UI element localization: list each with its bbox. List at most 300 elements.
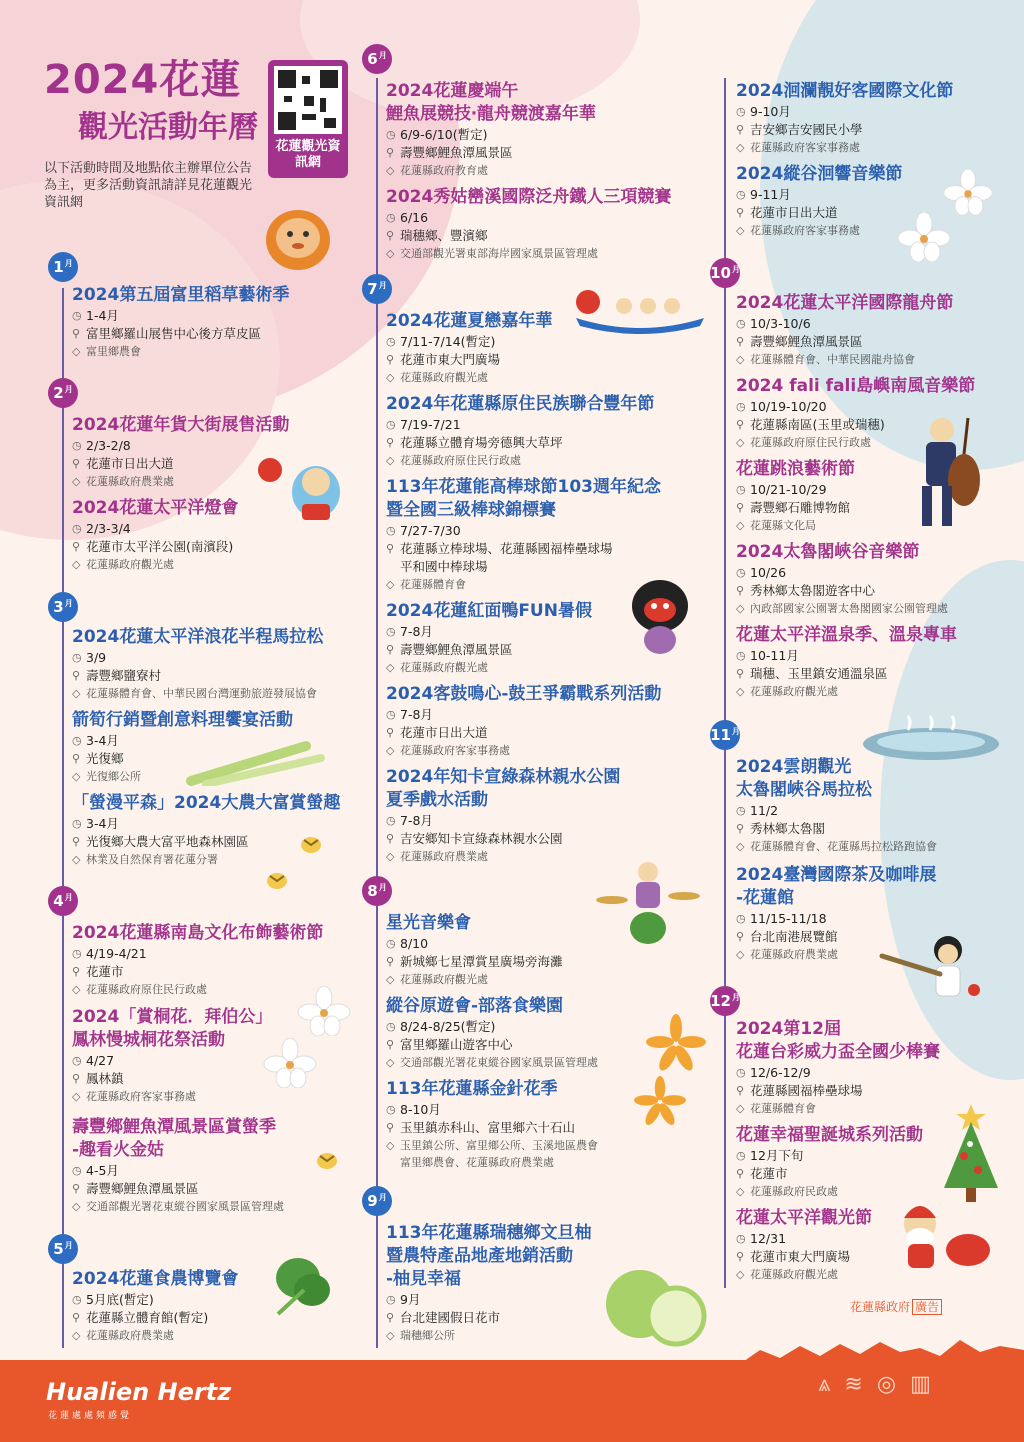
tung-flower-icon [896,212,952,262]
tag-icon: ◇ [386,973,395,986]
event-place: 富里鄉羅山展售中心後方草皮區 [86,326,262,341]
event-date: 9-10月 [750,104,791,119]
tag-icon: ◇ [72,853,81,866]
event-title: 2024 fali fali島嶼南風音樂節 [736,376,976,396]
event-organizer: 富里鄉農會、花蓮縣政府農業處 [400,1156,554,1169]
event-date: 11/2 [750,803,779,818]
month-badge-10: 10 月 [710,258,740,288]
title-line2: 觀光活動年曆 [78,110,258,145]
clock-icon: ◷ [736,649,746,662]
month-badge-8: 8 月 [362,876,392,906]
pin-icon: ⚲ [386,229,395,242]
pin-icon: ⚲ [72,752,81,765]
event-organizer: 花蓮縣政府農業處 [86,475,174,488]
event-organizer: 花蓮縣體育會 [750,1102,816,1115]
clock-icon: ◷ [72,1164,82,1177]
clock-icon: ◷ [72,309,82,322]
pin-icon: ⚲ [736,930,745,943]
tag-icon: ◇ [72,687,81,700]
clock-icon: ◷ [736,483,746,496]
event-title: 縱谷原遊會-部落食樂園 [386,996,564,1016]
event-organizer: 花蓮縣政府客家事務處 [750,141,860,154]
event-title: 壽豐鄉鯉魚潭風景區賞螢季 [72,1117,276,1137]
pin-icon: ⚲ [736,822,745,835]
monkey-mascot-icon [260,196,336,272]
timeline-line-left [62,288,64,1348]
daylily-flower-icon [646,1014,706,1074]
event-title: 2024花蓮夏戀嘉年華 [386,311,553,331]
event-place: 花蓮市日出大道 [400,725,488,740]
pin-icon: ⚲ [72,1072,81,1085]
pin-icon: ⚲ [386,146,395,159]
firefly-icon [262,866,292,896]
qr-code-icon [274,66,342,134]
event-item [736,541,1016,617]
clock-icon: ◷ [386,418,396,431]
event-date: 6/16 [400,210,429,225]
clock-icon: ◷ [736,188,746,201]
clock-icon: ◷ [72,947,82,960]
event-place: 花蓮縣立體育館(暫定) [86,1310,209,1325]
event-title: 花蓮台彩威力盃全國少棒賽 [736,1042,940,1062]
tag-icon: ◇ [386,454,395,467]
event-title: 「螢漫平森」2024大農大富賞螢趣 [72,793,341,813]
clock-icon: ◷ [736,105,746,118]
event-title: 2024秀姑巒溪國際泛舟鐵人三項競賽 [386,187,672,207]
clock-icon: ◷ [386,1103,396,1116]
event-item [72,284,362,360]
pin-icon: ⚲ [386,353,395,366]
tag-icon: ◇ [736,436,745,449]
pin-icon: ⚲ [72,965,81,978]
event-date: 1-4月 [86,308,119,323]
event-title: 2024花蓮慶端午 [386,81,519,101]
event-title: 2024年花蓮縣原住民族聯合豐年節 [386,394,655,414]
event-place: 光復鄉 [86,751,124,766]
hot-spring-icon [858,712,1004,762]
page-title [44,58,274,148]
tag-icon: ◇ [736,224,745,237]
tag-icon: ◇ [736,948,745,961]
event-item [736,292,1006,368]
tag-icon: ◇ [736,1185,745,1198]
event-place: 花蓮市東大門廣場 [400,352,501,367]
event-title: 鳳林慢城桐花祭活動 [72,1030,225,1050]
event-title: 2024臺灣國際茶及咖啡展 [736,865,937,885]
event-place: 花蓮市 [750,1166,788,1181]
tag-icon: ◇ [386,1056,395,1069]
pin-icon: ⚲ [736,501,745,514]
tag-icon: ◇ [736,353,745,366]
event-title: 暨全國三級棒球錦標賽 [386,500,556,520]
tag-icon: ◇ [72,1329,81,1342]
pin-icon: ⚲ [72,540,81,553]
event-place: 光復鄉大農大富平地森林園區 [86,834,249,849]
event-title: 113年花蓮縣金針花季 [386,1079,558,1099]
event-date: 10/3-10/6 [750,316,811,331]
event-title: -柚見幸福 [386,1269,462,1289]
pomelo-icon [600,1260,710,1350]
pin-icon: ⚲ [386,436,395,449]
event-place: 瑞穗、玉里鎮安通溫泉區 [750,666,888,681]
tag-icon: ◇ [736,1102,745,1115]
event-date: 6/9-6/10(暫定) [400,127,488,142]
footer-icons [818,1372,931,1397]
mountain-icon: ⩓ [818,1372,831,1397]
clock-icon: ◷ [72,439,82,452]
event-place: 花蓮縣南區(玉里或瑞穗) [750,417,885,432]
pin-icon: ⚲ [72,327,81,340]
clock-icon: ◷ [736,566,746,579]
event-date: 10-11月 [750,648,799,663]
tag-icon: ◇ [386,247,395,260]
ad-tag: 廣告 [912,1299,942,1315]
event-organizer: 富里鄉農會 [86,345,141,358]
event-title: 2024花蓮年貨大街展售活動 [72,415,290,435]
tag-icon: ◇ [736,602,745,615]
event-organizer: 花蓮縣政府觀光處 [400,661,488,674]
event-organizer: 花蓮縣政府觀光處 [400,973,488,986]
clock-icon: ◷ [736,317,746,330]
month-badge-1: 1 月 [48,252,78,282]
event-organizer: 花蓮縣政府觀光處 [750,1268,838,1281]
event-title: 2024花蓮太平洋國際龍舟節 [736,293,954,313]
event-date: 9-11月 [750,187,791,202]
event-title: 花蓮太平洋溫泉季、溫泉專車 [736,625,957,645]
clock-icon: ◷ [386,211,396,224]
pin-icon: ⚲ [736,335,745,348]
event-place: 花蓮市太平洋公園(南濱段) [86,539,234,554]
event-organizer: 花蓮縣體育會、中華民國台灣運動旅遊發展協會 [86,687,317,700]
tag-icon: ◇ [386,578,395,591]
event-date: 7-8月 [400,813,433,828]
tung-flower-icon [296,986,352,1036]
santa-claus-icon [890,1194,994,1274]
event-item [386,186,716,262]
tag-icon: ◇ [72,770,81,783]
event-item [386,683,716,759]
baseball-batter-icon [878,930,988,1016]
event-date: 4/27 [86,1053,115,1068]
event-place: 台北南港展覽館 [750,929,838,944]
event-organizer: 玉里鎮公所、富里鄉公所、玉溪地區農會 [400,1139,598,1152]
bars-icon: ▥ [910,1372,931,1397]
event-title: 2024花蓮縣南島文化布飾藝術節 [72,923,324,943]
event-place: 壽豐鄉石雕博物館 [750,500,851,515]
event-item [736,80,1006,156]
event-title: 鯉魚展競技‧龍舟競渡嘉年華 [386,104,596,124]
event-organizer: 交通部觀光署東部海岸國家風景區管理處 [400,247,598,260]
pin-icon: ⚲ [386,542,395,555]
tag-icon: ◇ [386,661,395,674]
pin-icon: ⚲ [386,726,395,739]
pin-icon: ⚲ [386,1121,395,1134]
event-place: 花蓮市日出大道 [86,456,174,471]
clock-icon: ◷ [386,937,396,950]
event-date: 2/3-2/8 [86,438,131,453]
event-date: 7/11-7/14(暫定) [400,334,496,349]
event-place: 鳳林鎮 [86,1071,124,1086]
event-place: 平和國中棒球場 [400,559,488,574]
event-place: 花蓮市東大門廣場 [750,1249,851,1264]
tag-icon: ◇ [386,744,395,757]
clock-icon: ◷ [72,734,82,747]
qr-code-block[interactable] [268,60,348,178]
event-organizer: 花蓮縣政府觀光處 [750,685,838,698]
event-place: 壽豐鄉鯉魚潭風景區 [400,642,513,657]
event-organizer: 交通部觀光署花東縱谷國家風景區管理處 [86,1200,284,1213]
tag-icon: ◇ [386,371,395,384]
event-title: 花蓮幸福聖誕城系列活動 [736,1125,923,1145]
event-place: 壽豐鄉鯉魚潭風景區 [86,1181,199,1196]
event-date: 9月 [400,1292,421,1307]
event-date: 5月底(暫定) [86,1292,154,1307]
tag-icon: ◇ [386,850,395,863]
pin-icon: ⚲ [736,1167,745,1180]
advertiser-name: 花蓮縣政府 [850,1300,911,1314]
event-title: 2024花蓮食農博覽會 [72,1269,239,1289]
event-date: 11/15-11/18 [750,911,827,926]
pin-icon: ⚲ [736,584,745,597]
event-title: 花蓮太平洋觀光節 [736,1208,872,1228]
event-title: 2024洄瀾靚好客國際文化節 [736,81,954,101]
tag-icon: ◇ [72,983,81,996]
month-badge-5: 5 月 [48,1234,78,1264]
tag-icon: ◇ [72,558,81,571]
event-place: 瑞穗鄉、豐濱鄉 [400,228,488,243]
event-title: 花蓮跳浪藝術節 [736,459,855,479]
event-place: 花蓮縣立體育場旁德興大草坪 [400,435,563,450]
event-title: 113年花蓮能高棒球節103週年紀念 [386,477,661,497]
event-organizer: 花蓮縣政府原住民行政處 [750,436,871,449]
clock-icon: ◷ [736,912,746,925]
event-item [386,393,716,469]
event-organizer: 花蓮縣政府民政處 [750,1185,838,1198]
tag-icon: ◇ [736,840,745,853]
event-title: 2024第五屆富里稻草藝術季 [72,285,290,305]
event-place: 富里鄉羅山遊客中心 [400,1037,513,1052]
event-organizer: 花蓮縣政府觀光處 [86,558,174,571]
clock-icon: ◷ [386,625,396,638]
event-date: 2/3-3/4 [86,521,131,536]
pin-icon: ⚲ [386,1311,395,1324]
event-organizer: 瑞穗鄉公所 [400,1329,455,1342]
christmas-tree-icon [940,1100,1002,1206]
tag-icon: ◇ [386,1139,395,1152]
tag-icon: ◇ [72,1090,81,1103]
intro-text: 以下活動時間及地點依主辦單位公告為主，更多活動資訊請詳見花蓮觀光資訊網 [44,161,253,210]
event-item [386,912,706,988]
event-date: 12/31 [750,1231,787,1246]
tag-icon: ◇ [736,519,745,532]
event-organizer: 花蓮縣政府農業處 [750,948,838,961]
timeline-line-middle [376,78,378,1348]
title-line1: 2024花蓮 [44,57,242,103]
event-title: -趣看火金姑 [72,1140,165,1160]
event-date: 4-5月 [86,1163,119,1178]
pin-icon: ⚲ [736,123,745,136]
month-badge-2: 2 月 [48,378,78,408]
pin-icon: ⚲ [736,1084,745,1097]
pin-icon: ⚲ [386,1038,395,1051]
brand-slogan: 花蓮處處頻感覺 [48,1411,133,1421]
event-item [386,766,716,865]
event-item [736,458,1006,534]
event-title: 太魯閣峽谷馬拉松 [736,780,872,800]
clock-icon: ◷ [72,1293,82,1306]
firefly-icon [312,1146,342,1176]
event-title: -花蓮館 [736,888,795,908]
clock-icon: ◷ [72,522,82,535]
pin-icon: ⚲ [386,955,395,968]
pin-icon: ⚲ [736,206,745,219]
event-place: 花蓮縣國福棒壘球場 [750,1083,863,1098]
event-place: 台北建國假日花市 [400,1310,501,1325]
event-date: 12月下旬 [750,1148,804,1163]
clock-icon: ◷ [386,1293,396,1306]
tag-icon: ◇ [72,475,81,488]
tung-flower-icon [942,168,994,216]
brand-logo: Hualien Hertz [46,1378,232,1406]
tag-icon: ◇ [72,1200,81,1213]
event-item [72,792,372,868]
event-date: 12/6-12/9 [750,1065,811,1080]
leafy-vegetable-icon [268,1250,338,1320]
clock-icon: ◷ [736,1066,746,1079]
event-organizer: 花蓮縣體育會、中華民國龍舟協會 [750,353,915,366]
event-date: 10/19-10/20 [750,399,827,414]
event-organizer: 花蓮縣體育會 [400,578,466,591]
month-badge-7: 7 月 [362,274,392,304]
event-date: 7/27-7/30 [400,523,461,538]
qr-label: 花蓮觀光資訊網 [275,139,341,170]
event-organizer: 光復鄉公所 [86,770,141,783]
clock-icon: ◷ [386,1020,396,1033]
event-place: 新城鄉七星潭賞星廣場旁海灘 [400,954,563,969]
pin-icon: ⚲ [386,643,395,656]
event-title: 星光音樂會 [386,913,471,933]
event-organizer: 花蓮縣政府客家事務處 [86,1090,196,1103]
clock-icon: ◷ [72,651,82,664]
pin-icon: ⚲ [72,669,81,682]
event-date: 3-4月 [86,733,119,748]
daylily-flower-icon [634,1076,686,1128]
clock-icon: ◷ [736,400,746,413]
event-title: 113年花蓮縣瑞穗鄉文旦柚 [386,1223,592,1243]
tag-icon: ◇ [386,1329,395,1342]
event-organizer: 花蓮縣政府原住民行政處 [86,983,207,996]
event-place: 玉里鎮赤科山、富里鄉六十石山 [400,1120,576,1135]
event-place: 秀林鄉太魯閣 [750,821,826,836]
event-organizer: 花蓮縣政府客家事務處 [400,744,510,757]
event-organizer: 林業及自然保育署花蓮分署 [86,853,218,866]
firefly-icon [296,830,326,860]
event-title: 2024第12屆 [736,1019,841,1039]
event-organizer: 花蓮縣政府教育處 [400,164,488,177]
month-badge-6: 6 月 [362,44,392,74]
month-badge-4: 4 月 [48,886,78,916]
event-date: 7/19-7/21 [400,417,461,432]
pin-icon: ⚲ [72,1182,81,1195]
event-place: 花蓮市 [86,964,124,979]
advertiser-credit [850,1298,942,1315]
tag-icon: ◇ [736,1268,745,1281]
event-title: 2024「賞桐花．拜伯公」 [72,1007,273,1027]
event-date: 7-8月 [400,624,433,639]
event-date: 4/19-4/21 [86,946,147,961]
tag-icon: ◇ [72,345,81,358]
event-title: 暨農特產品地產地銷活動 [386,1246,573,1266]
event-place: 花蓮縣立棒球場、花蓮縣國福棒壘球場 [400,541,613,556]
month-badge-3: 3 月 [48,592,78,622]
event-title: 2024花蓮紅面鴨FUN暑假 [386,601,592,621]
event-place: 壽豐鄉鯉魚潭風景區 [400,145,513,160]
event-title: 2024縱谷洄響音樂節 [736,164,903,184]
event-place: 壽豐鄉鹽寮村 [86,668,162,683]
wave-icon: ≋ [844,1372,863,1397]
event-organizer: 花蓮縣政府原住民行政處 [400,454,521,467]
month-badge-11: 11 月 [710,720,740,750]
event-date: 10/21-10/29 [750,482,827,497]
pin-icon: ⚲ [72,457,81,470]
event-item [386,600,706,676]
tung-flower-icon [262,1038,318,1088]
pin-icon: ⚲ [736,1250,745,1263]
pin-icon: ⚲ [72,835,81,848]
event-title: 箭筍行銷暨創意料理饗宴活動 [72,710,293,730]
event-title: 2024花蓮太平洋浪花半程馬拉松 [72,627,324,647]
event-organizer: 花蓮縣政府客家事務處 [750,224,860,237]
pin-icon: ⚲ [736,667,745,680]
clock-icon: ◷ [72,1054,82,1067]
event-organizer: 內政部國家公園署太魯閣國家公園管理處 [750,602,948,615]
event-organizer: 花蓮縣文化局 [750,519,816,532]
event-place: 花蓮市日出大道 [750,205,838,220]
event-place: 秀林鄉太魯閣遊客中心 [750,583,876,598]
event-organizer: 花蓮縣政府觀光處 [400,371,488,384]
event-organizer: 花蓮縣體育會、花蓮縣馬拉松路跑協會 [750,840,937,853]
event-organizer: 花蓮縣政府農業處 [400,850,488,863]
event-place: 吉安鄉知卡宣綠森林親水公園 [400,831,563,846]
event-date: 3/9 [86,650,107,665]
lantern-dragon-icon [252,448,352,528]
event-title: 夏季戲水活動 [386,790,488,810]
bamboo-shoot-icon [186,736,326,786]
clock-icon: ◷ [386,708,396,721]
event-title: 2024花蓮太平洋燈會 [72,498,239,518]
clock-icon: ◷ [386,524,396,537]
event-date: 8/24-8/25(暫定) [400,1019,496,1034]
event-title: 2024客鼓鳴心-鼓王爭霸戰系列活動 [386,684,662,704]
clock-icon: ◷ [736,804,746,817]
clock-icon: ◷ [736,1149,746,1162]
pin-icon: ⚲ [72,1311,81,1324]
event-item [736,756,1006,855]
circle-icon: ◎ [876,1372,897,1397]
event-place: 壽豐鄉鯉魚潭風景區 [750,334,863,349]
event-item [386,80,706,179]
month-badge-9: 9 月 [362,1186,392,1216]
tag-icon: ◇ [736,141,745,154]
event-item [736,624,1016,700]
event-place: 吉安鄉吉安國民小學 [750,122,863,137]
clock-icon: ◷ [72,817,82,830]
event-organizer: 交通部觀光署花東縱谷國家風景區管理處 [400,1056,598,1069]
event-date: 7-8月 [400,707,433,722]
month-badge-12: 12 月 [710,986,740,1016]
pin-icon: ⚲ [736,418,745,431]
clock-icon: ◷ [736,1232,746,1245]
